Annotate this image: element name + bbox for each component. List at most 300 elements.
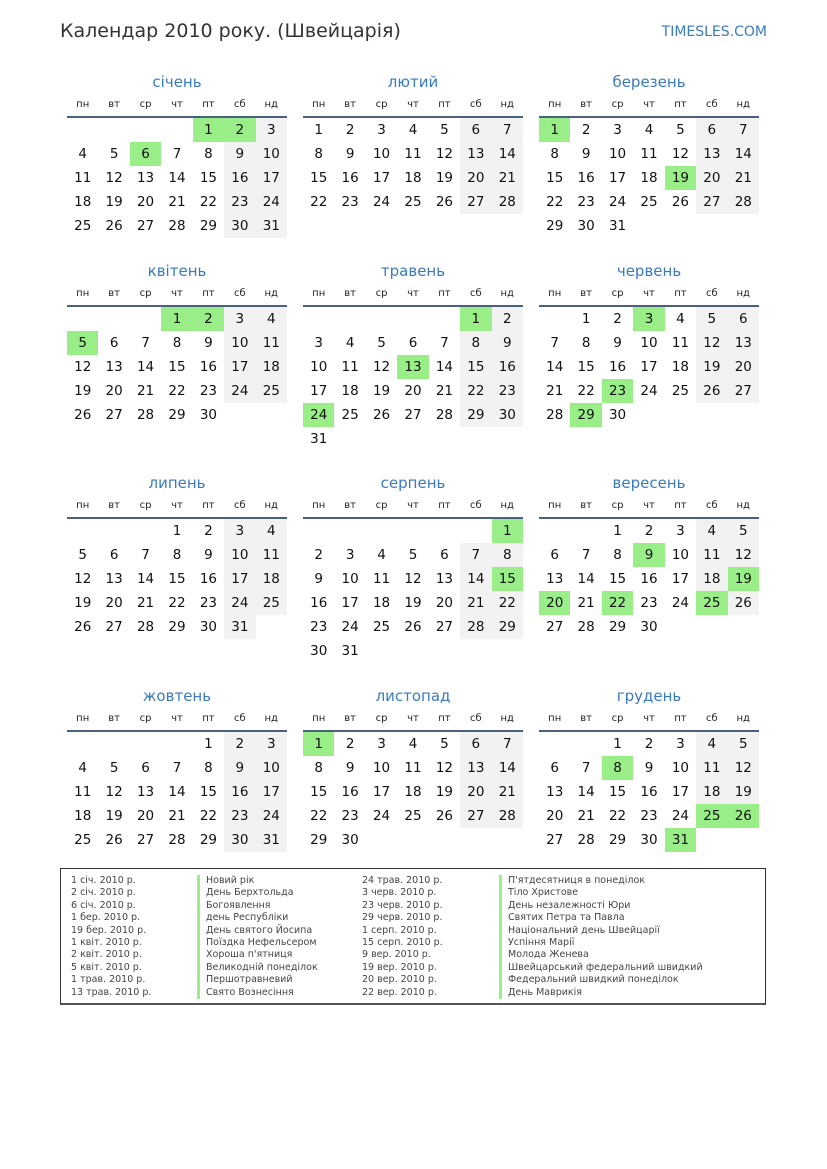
day-cell[interactable]: 22 [492, 591, 523, 615]
day-cell[interactable]: 23 [640, 808, 658, 824]
day-cell[interactable]: 27 [728, 379, 759, 403]
day-cell[interactable]: 15 [168, 571, 186, 587]
day-cell[interactable]: 12 [74, 571, 92, 587]
day-cell[interactable]: 15 [608, 571, 627, 587]
day-cell[interactable]: 25 [256, 591, 287, 615]
day-cell[interactable]: 1 [314, 122, 323, 138]
day-cell[interactable]: 30 [608, 407, 627, 423]
day-cell[interactable]: 29 [199, 832, 218, 848]
day-cell[interactable]: 2 [345, 122, 355, 138]
day-cell[interactable]: 23 [199, 595, 218, 611]
day-cell[interactable]: 29 [310, 832, 328, 848]
day-cell[interactable]: 13 [460, 756, 491, 780]
day-cell[interactable]: 16 [310, 595, 328, 611]
day-cell[interactable]: 8 [550, 146, 559, 162]
day-cell[interactable]: 19 [105, 808, 123, 824]
day-cell[interactable]: 6 [460, 732, 491, 756]
day-cell[interactable]: 30 [341, 832, 359, 848]
day-cell[interactable]: 30 [640, 619, 658, 635]
day-cell[interactable]: 12 [671, 146, 690, 162]
day-cell[interactable]: 8 [172, 547, 182, 563]
day-cell[interactable]: 28 [577, 832, 595, 848]
day-cell[interactable]: 18 [404, 170, 422, 186]
day-cell[interactable]: 27 [546, 619, 564, 635]
day-cell[interactable]: 17 [671, 784, 690, 800]
day-cell[interactable]: 24 [256, 190, 287, 214]
day-cell[interactable]: 24 [640, 383, 658, 399]
day-cell[interactable]: 7 [141, 547, 150, 563]
day-cell[interactable]: 14 [546, 359, 564, 375]
day-cell[interactable]: 11 [74, 784, 92, 800]
day-cell[interactable]: 11 [696, 543, 727, 567]
day-cell[interactable]: 9 [314, 571, 323, 587]
day-cell[interactable]: 3 [377, 736, 386, 752]
day-cell[interactable]: 30 [199, 407, 218, 423]
day-cell[interactable]: 13 [546, 571, 564, 587]
day-cell[interactable]: 26 [435, 194, 454, 210]
day-cell[interactable]: 12 [696, 331, 727, 355]
day-cell[interactable]: 18 [74, 194, 92, 210]
day-cell[interactable]: 20 [136, 808, 155, 824]
day-cell[interactable]: 10 [608, 146, 627, 162]
day-cell[interactable]: 22 [577, 383, 595, 399]
day-cell[interactable]: 7 [550, 335, 559, 351]
day-cell[interactable]: 21 [168, 194, 186, 210]
day-cell[interactable]: 26 [74, 619, 92, 635]
day-cell[interactable]: 13 [696, 142, 727, 166]
holiday-day-cell[interactable]: 31 [665, 828, 696, 852]
day-cell[interactable]: 27 [136, 218, 155, 234]
day-cell[interactable]: 25 [404, 808, 422, 824]
holiday-day-cell[interactable]: 5 [67, 331, 98, 355]
day-cell[interactable]: 8 [204, 146, 213, 162]
day-cell[interactable]: 25 [671, 383, 690, 399]
day-cell[interactable]: 30 [310, 643, 328, 659]
day-cell[interactable]: 4 [78, 146, 87, 162]
day-cell[interactable]: 5 [78, 547, 87, 563]
day-cell[interactable]: 21 [492, 780, 523, 804]
day-cell[interactable]: 16 [577, 170, 595, 186]
day-cell[interactable]: 21 [577, 808, 595, 824]
day-cell[interactable]: 3 [256, 732, 287, 756]
day-cell[interactable]: 8 [314, 146, 323, 162]
day-cell[interactable]: 3 [314, 335, 323, 351]
day-cell[interactable]: 28 [136, 407, 155, 423]
day-cell[interactable]: 6 [109, 335, 119, 351]
day-cell[interactable]: 4 [676, 311, 685, 327]
brand-link[interactable]: TIMESLES.COM [661, 24, 767, 40]
day-cell[interactable]: 15 [310, 784, 328, 800]
day-cell[interactable]: 27 [105, 619, 123, 635]
day-cell[interactable]: 5 [408, 547, 418, 563]
day-cell[interactable]: 9 [224, 142, 255, 166]
day-cell[interactable]: 19 [435, 170, 454, 186]
day-cell[interactable]: 6 [408, 335, 418, 351]
day-cell[interactable]: 6 [550, 760, 559, 776]
holiday-day-cell[interactable]: 1 [161, 307, 192, 331]
day-cell[interactable]: 3 [676, 523, 685, 539]
day-cell[interactable]: 17 [640, 359, 658, 375]
day-cell[interactable]: 12 [435, 760, 454, 776]
day-cell[interactable]: 29 [460, 403, 491, 427]
day-cell[interactable]: 22 [310, 194, 328, 210]
day-cell[interactable]: 3 [676, 736, 685, 752]
day-cell[interactable]: 18 [696, 780, 727, 804]
day-cell[interactable]: 21 [546, 383, 564, 399]
day-cell[interactable]: 7 [492, 732, 523, 756]
day-cell[interactable]: 15 [199, 784, 218, 800]
day-cell[interactable]: 14 [168, 784, 186, 800]
day-cell[interactable]: 21 [460, 591, 491, 615]
day-cell[interactable]: 3 [224, 307, 255, 331]
day-cell[interactable]: 31 [256, 828, 287, 852]
day-cell[interactable]: 28 [136, 619, 155, 635]
day-cell[interactable]: 22 [199, 808, 218, 824]
day-cell[interactable]: 26 [74, 407, 92, 423]
day-cell[interactable]: 10 [640, 335, 658, 351]
day-cell[interactable]: 22 [460, 379, 491, 403]
day-cell[interactable]: 3 [345, 547, 355, 563]
day-cell[interactable]: 30 [640, 832, 658, 848]
day-cell[interactable]: 19 [696, 355, 727, 379]
day-cell[interactable]: 12 [74, 359, 92, 375]
day-cell[interactable]: 20 [460, 166, 491, 190]
day-cell[interactable]: 1 [581, 311, 591, 327]
day-cell[interactable]: 8 [204, 760, 213, 776]
day-cell[interactable]: 5 [728, 732, 759, 756]
day-cell[interactable]: 8 [492, 543, 523, 567]
holiday-day-cell[interactable]: 8 [602, 756, 633, 780]
day-cell[interactable]: 27 [404, 407, 422, 423]
day-cell[interactable]: 30 [224, 828, 255, 852]
holiday-day-cell[interactable]: 1 [193, 118, 224, 142]
day-cell[interactable]: 29 [546, 218, 564, 234]
day-cell[interactable]: 20 [460, 780, 491, 804]
day-cell[interactable]: 7 [172, 146, 182, 162]
day-cell[interactable]: 8 [314, 760, 323, 776]
day-cell[interactable]: 9 [613, 335, 622, 351]
day-cell[interactable]: 2 [581, 122, 591, 138]
day-cell[interactable]: 12 [728, 543, 759, 567]
day-cell[interactable]: 5 [109, 760, 119, 776]
day-cell[interactable]: 6 [109, 547, 119, 563]
day-cell[interactable]: 16 [640, 784, 658, 800]
day-cell[interactable]: 19 [728, 780, 759, 804]
day-cell[interactable]: 17 [608, 170, 627, 186]
day-cell[interactable]: 22 [168, 383, 186, 399]
day-cell[interactable]: 9 [224, 756, 255, 780]
day-cell[interactable]: 23 [310, 619, 328, 635]
day-cell[interactable]: 21 [136, 383, 155, 399]
day-cell[interactable]: 25 [372, 619, 391, 635]
day-cell[interactable]: 10 [671, 547, 690, 563]
day-cell[interactable]: 16 [492, 355, 523, 379]
day-cell[interactable]: 31 [310, 431, 328, 447]
day-cell[interactable]: 2 [644, 523, 654, 539]
day-cell[interactable]: 5 [440, 122, 449, 138]
day-cell[interactable]: 21 [577, 595, 595, 611]
day-cell[interactable]: 17 [256, 780, 287, 804]
day-cell[interactable]: 4 [408, 122, 418, 138]
day-cell[interactable]: 23 [492, 379, 523, 403]
day-cell[interactable]: 14 [136, 571, 155, 587]
day-cell[interactable]: 5 [377, 335, 386, 351]
day-cell[interactable]: 14 [577, 784, 595, 800]
day-cell[interactable]: 16 [341, 170, 359, 186]
day-cell[interactable]: 30 [199, 619, 218, 635]
day-cell[interactable]: 9 [492, 331, 523, 355]
day-cell[interactable]: 19 [74, 595, 92, 611]
day-cell[interactable]: 9 [345, 146, 355, 162]
day-cell[interactable]: 13 [728, 331, 759, 355]
day-cell[interactable]: 27 [460, 190, 491, 214]
day-cell[interactable]: 17 [671, 571, 690, 587]
day-cell[interactable]: 20 [105, 383, 123, 399]
day-cell[interactable]: 6 [141, 760, 150, 776]
day-cell[interactable]: 4 [377, 547, 386, 563]
day-cell[interactable]: 23 [224, 190, 255, 214]
holiday-day-cell[interactable]: 22 [602, 591, 633, 615]
day-cell[interactable]: 12 [372, 359, 391, 375]
day-cell[interactable]: 1 [613, 736, 622, 752]
day-cell[interactable]: 19 [74, 383, 92, 399]
day-cell[interactable]: 11 [372, 571, 391, 587]
day-cell[interactable]: 13 [435, 571, 454, 587]
day-cell[interactable]: 16 [640, 571, 658, 587]
day-cell[interactable]: 17 [341, 595, 359, 611]
day-cell[interactable]: 23 [224, 804, 255, 828]
day-cell[interactable]: 20 [546, 808, 564, 824]
day-cell[interactable]: 19 [105, 194, 123, 210]
day-cell[interactable]: 2 [492, 307, 523, 331]
day-cell[interactable]: 22 [608, 808, 627, 824]
day-cell[interactable]: 25 [404, 194, 422, 210]
day-cell[interactable]: 22 [546, 194, 564, 210]
day-cell[interactable]: 2 [613, 311, 622, 327]
day-cell[interactable]: 31 [256, 214, 287, 238]
holiday-day-cell[interactable]: 1 [492, 519, 523, 543]
day-cell[interactable]: 14 [728, 142, 759, 166]
day-cell[interactable]: 17 [256, 166, 287, 190]
day-cell[interactable]: 15 [460, 355, 491, 379]
day-cell[interactable]: 29 [608, 832, 627, 848]
day-cell[interactable]: 4 [696, 519, 727, 543]
day-cell[interactable]: 9 [345, 760, 355, 776]
day-cell[interactable]: 15 [546, 170, 564, 186]
day-cell[interactable]: 4 [644, 122, 654, 138]
day-cell[interactable]: 26 [404, 619, 422, 635]
day-cell[interactable]: 17 [310, 383, 328, 399]
day-cell[interactable]: 22 [199, 194, 218, 210]
day-cell[interactable]: 25 [74, 218, 92, 234]
holiday-day-cell[interactable]: 2 [193, 307, 224, 331]
day-cell[interactable]: 18 [341, 383, 359, 399]
day-cell[interactable]: 8 [172, 335, 182, 351]
day-cell[interactable]: 20 [105, 595, 123, 611]
day-cell[interactable]: 27 [696, 190, 727, 214]
holiday-day-cell[interactable]: 20 [539, 591, 570, 615]
day-cell[interactable]: 16 [199, 359, 218, 375]
day-cell[interactable]: 3 [256, 118, 287, 142]
holiday-day-cell[interactable]: 13 [397, 355, 428, 379]
day-cell[interactable]: 22 [168, 595, 186, 611]
day-cell[interactable]: 16 [199, 571, 218, 587]
day-cell[interactable]: 4 [408, 736, 418, 752]
day-cell[interactable]: 18 [74, 808, 92, 824]
day-cell[interactable]: 14 [460, 567, 491, 591]
day-cell[interactable]: 13 [105, 359, 123, 375]
holiday-day-cell[interactable]: 3 [633, 307, 664, 331]
day-cell[interactable]: 9 [204, 335, 213, 351]
holiday-day-cell[interactable]: 29 [570, 403, 601, 427]
day-cell[interactable]: 10 [671, 760, 690, 776]
day-cell[interactable]: 14 [492, 756, 523, 780]
day-cell[interactable]: 21 [168, 808, 186, 824]
day-cell[interactable]: 2 [224, 732, 255, 756]
day-cell[interactable]: 20 [136, 194, 155, 210]
day-cell[interactable]: 11 [404, 760, 422, 776]
day-cell[interactable]: 21 [728, 166, 759, 190]
holiday-day-cell[interactable]: 1 [460, 307, 491, 331]
day-cell[interactable]: 2 [644, 736, 654, 752]
day-cell[interactable]: 19 [372, 383, 391, 399]
day-cell[interactable]: 10 [372, 146, 391, 162]
day-cell[interactable]: 14 [168, 170, 186, 186]
day-cell[interactable]: 31 [608, 218, 627, 234]
day-cell[interactable]: 7 [581, 760, 591, 776]
day-cell[interactable]: 28 [460, 615, 491, 639]
day-cell[interactable]: 4 [696, 732, 727, 756]
holiday-day-cell[interactable]: 19 [665, 166, 696, 190]
day-cell[interactable]: 19 [404, 595, 422, 611]
day-cell[interactable]: 18 [256, 567, 287, 591]
day-cell[interactable]: 20 [696, 166, 727, 190]
day-cell[interactable]: 13 [136, 170, 155, 186]
day-cell[interactable]: 12 [404, 571, 422, 587]
holiday-day-cell[interactable]: 2 [224, 118, 255, 142]
day-cell[interactable]: 17 [372, 170, 391, 186]
day-cell[interactable]: 30 [577, 218, 595, 234]
day-cell[interactable]: 16 [608, 359, 627, 375]
day-cell[interactable]: 28 [492, 804, 523, 828]
day-cell[interactable]: 20 [435, 595, 454, 611]
day-cell[interactable]: 19 [435, 784, 454, 800]
day-cell[interactable]: 7 [460, 543, 491, 567]
day-cell[interactable]: 10 [256, 142, 287, 166]
day-cell[interactable]: 31 [341, 643, 359, 659]
day-cell[interactable]: 11 [696, 756, 727, 780]
day-cell[interactable]: 24 [341, 619, 359, 635]
day-cell[interactable]: 12 [728, 756, 759, 780]
day-cell[interactable]: 10 [224, 331, 255, 355]
holiday-day-cell[interactable]: 25 [696, 591, 727, 615]
day-cell[interactable]: 3 [224, 519, 255, 543]
day-cell[interactable]: 28 [546, 407, 564, 423]
day-cell[interactable]: 25 [341, 407, 359, 423]
holiday-day-cell[interactable]: 25 [696, 804, 727, 828]
day-cell[interactable]: 8 [613, 547, 622, 563]
day-cell[interactable]: 6 [728, 307, 759, 331]
day-cell[interactable]: 27 [460, 804, 491, 828]
day-cell[interactable]: 10 [224, 543, 255, 567]
day-cell[interactable]: 4 [78, 760, 87, 776]
day-cell[interactable]: 4 [256, 307, 287, 331]
day-cell[interactable]: 2 [204, 523, 213, 539]
day-cell[interactable]: 6 [696, 118, 727, 142]
day-cell[interactable]: 26 [435, 808, 454, 824]
day-cell[interactable]: 6 [550, 547, 559, 563]
day-cell[interactable]: 7 [440, 335, 449, 351]
day-cell[interactable]: 24 [224, 591, 255, 615]
day-cell[interactable]: 24 [671, 808, 690, 824]
day-cell[interactable]: 9 [204, 547, 213, 563]
day-cell[interactable]: 28 [728, 190, 759, 214]
day-cell[interactable]: 26 [728, 591, 759, 615]
holiday-day-cell[interactable]: 24 [303, 403, 334, 427]
day-cell[interactable]: 11 [74, 170, 92, 186]
day-cell[interactable]: 24 [671, 595, 690, 611]
day-cell[interactable]: 13 [460, 142, 491, 166]
day-cell[interactable]: 11 [256, 543, 287, 567]
day-cell[interactable]: 5 [676, 122, 685, 138]
day-cell[interactable]: 25 [256, 379, 287, 403]
holiday-day-cell[interactable]: 23 [602, 379, 633, 403]
day-cell[interactable]: 5 [696, 307, 727, 331]
day-cell[interactable]: 8 [460, 331, 491, 355]
day-cell[interactable]: 12 [105, 170, 123, 186]
day-cell[interactable]: 9 [644, 760, 654, 776]
day-cell[interactable]: 14 [435, 359, 454, 375]
day-cell[interactable]: 7 [492, 118, 523, 142]
day-cell[interactable]: 18 [404, 784, 422, 800]
day-cell[interactable]: 27 [546, 832, 564, 848]
day-cell[interactable]: 7 [728, 118, 759, 142]
day-cell[interactable]: 31 [224, 615, 255, 639]
holiday-day-cell[interactable]: 6 [130, 142, 161, 166]
holiday-day-cell[interactable]: 9 [633, 543, 664, 567]
day-cell[interactable]: 26 [105, 832, 123, 848]
day-cell[interactable]: 18 [372, 595, 391, 611]
day-cell[interactable]: 13 [546, 784, 564, 800]
day-cell[interactable]: 30 [224, 214, 255, 238]
day-cell[interactable]: 24 [256, 804, 287, 828]
holiday-day-cell[interactable]: 1 [303, 732, 334, 756]
day-cell[interactable]: 3 [613, 122, 622, 138]
day-cell[interactable]: 16 [224, 780, 255, 804]
day-cell[interactable]: 26 [105, 218, 123, 234]
day-cell[interactable]: 11 [404, 146, 422, 162]
day-cell[interactable]: 21 [492, 166, 523, 190]
day-cell[interactable]: 25 [640, 194, 658, 210]
day-cell[interactable]: 24 [372, 808, 391, 824]
holiday-day-cell[interactable]: 19 [728, 567, 759, 591]
day-cell[interactable]: 1 [172, 523, 182, 539]
day-cell[interactable]: 23 [577, 194, 595, 210]
day-cell[interactable]: 5 [440, 736, 449, 752]
day-cell[interactable]: 23 [199, 383, 218, 399]
day-cell[interactable]: 15 [168, 359, 186, 375]
day-cell[interactable]: 10 [256, 756, 287, 780]
day-cell[interactable]: 29 [608, 619, 627, 635]
day-cell[interactable]: 21 [435, 383, 454, 399]
day-cell[interactable]: 13 [136, 784, 155, 800]
day-cell[interactable]: 30 [492, 403, 523, 427]
holiday-day-cell[interactable]: 1 [539, 118, 570, 142]
day-cell[interactable]: 11 [256, 331, 287, 355]
day-cell[interactable]: 29 [199, 218, 218, 234]
day-cell[interactable]: 23 [640, 595, 658, 611]
day-cell[interactable]: 10 [310, 359, 328, 375]
